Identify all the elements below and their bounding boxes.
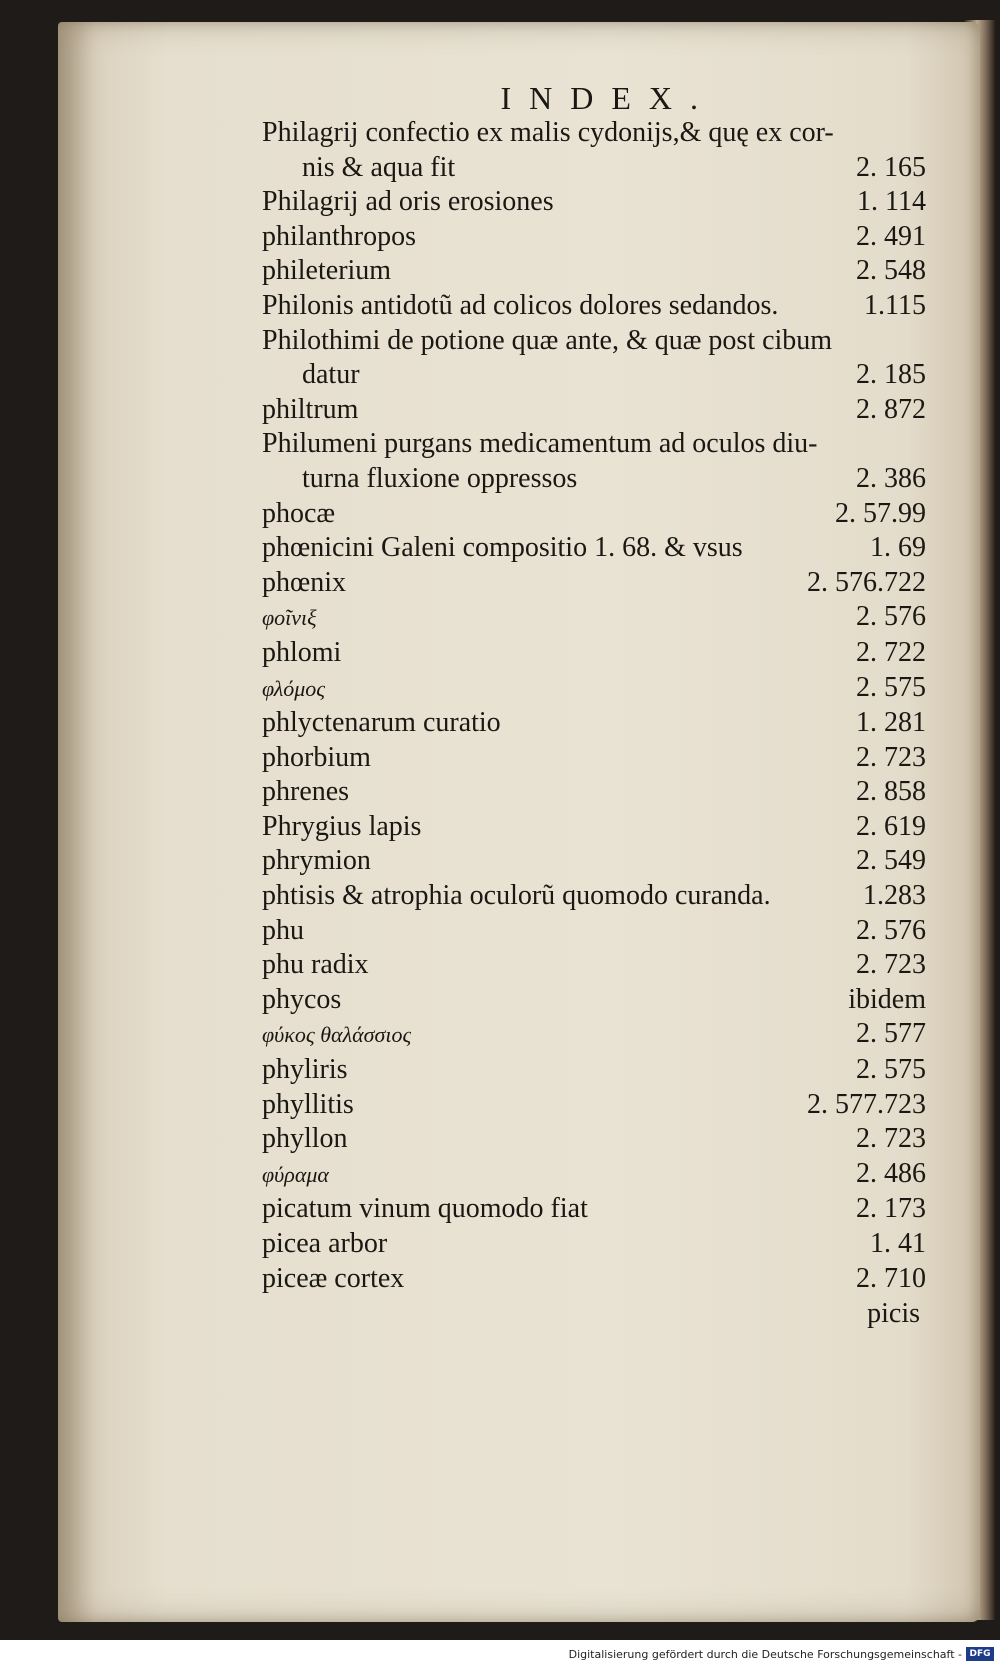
index-entry xyxy=(262,1053,926,1088)
entry-label: phyliris xyxy=(262,1054,348,1086)
index-entry xyxy=(262,566,926,601)
entry-label: phrenes xyxy=(262,776,350,808)
entry-reference: 2. 548 xyxy=(856,255,926,287)
entry-label: phlyctenarum curatio xyxy=(262,707,501,739)
entry-label: nis & aqua fit xyxy=(302,151,456,183)
entry-reference: 2. 576 xyxy=(856,914,926,946)
index-entry xyxy=(262,1088,926,1123)
entry-label: phileterium xyxy=(262,255,392,287)
index-entry xyxy=(262,983,926,1018)
entry-label: phycos xyxy=(262,983,342,1015)
entry-label: phtisis & atrophia oculorũ quomodo curanda. xyxy=(262,880,771,912)
entry-label: turna fluxione oppressos xyxy=(302,462,578,494)
index-entry xyxy=(262,289,926,324)
index-entry xyxy=(262,1227,926,1262)
entry-label: φύκος θαλάσσιος xyxy=(262,1022,412,1048)
entry-reference: 2. 858 xyxy=(856,776,926,808)
entry-label: phyllitis xyxy=(262,1088,354,1120)
dfg-logo: DFG xyxy=(966,1647,994,1661)
index-entry xyxy=(262,462,926,497)
index-entry xyxy=(262,879,926,914)
entry-reference: 1. 114 xyxy=(857,186,926,218)
entry-reference: 2. 723 xyxy=(856,1123,926,1155)
entry-label: phorbium xyxy=(262,741,371,773)
index-entry xyxy=(262,324,926,359)
entry-reference: 2. 549 xyxy=(856,845,926,877)
entry-reference: 1. 69 xyxy=(870,532,926,564)
entry-reference: 2. 575 xyxy=(856,1054,926,1086)
entry-label: piceæ cortex xyxy=(262,1262,405,1294)
index-entry xyxy=(262,1192,926,1227)
index-entry xyxy=(262,844,926,879)
entry-label: phocæ xyxy=(262,497,336,529)
index-entry xyxy=(262,1122,926,1157)
entry-label: Phrygius lapis xyxy=(262,810,422,842)
footer-credit: Digitalisierung gefördert durch die Deutsche Forschungsgemeinschaft - xyxy=(568,1648,962,1661)
index-entry xyxy=(262,116,926,151)
index-entry xyxy=(262,1017,926,1053)
entry-reference: 2. 386 xyxy=(856,462,926,494)
entry-reference: 2. 576.722 xyxy=(807,566,926,598)
index-entry xyxy=(262,775,926,810)
index-entry xyxy=(262,185,926,220)
entry-reference: 2. 57.99 xyxy=(835,497,926,529)
entry-label: Philonis antidotũ ad colicos dolores sedandos. xyxy=(262,289,779,321)
index-entry xyxy=(262,151,926,186)
entry-label: φύραμα xyxy=(262,1161,329,1187)
index-entry xyxy=(262,427,926,462)
index-entry xyxy=(262,254,926,289)
entry-reference: 2. 722 xyxy=(856,636,926,668)
entry-reference: 2. 872 xyxy=(856,393,926,425)
index-entry xyxy=(262,810,926,845)
entry-label: phu xyxy=(262,914,304,946)
entry-label: Philumeni purgans medicamentum ad oculos diu- xyxy=(262,428,818,460)
entry-reference: 2. 576 xyxy=(856,601,926,633)
entry-reference: ibidem xyxy=(848,983,926,1015)
index-entry xyxy=(262,358,926,393)
index-entry xyxy=(262,600,926,636)
entry-label: datur xyxy=(302,359,360,391)
entry-label: phrymion xyxy=(262,845,371,877)
entry-reference: 2. 491 xyxy=(856,220,926,252)
index-entry xyxy=(262,741,926,776)
index-entry xyxy=(262,1262,926,1297)
entry-reference: 1.115 xyxy=(864,289,926,321)
entry-reference: 2. 723 xyxy=(856,741,926,773)
entry-reference: 2. 619 xyxy=(856,810,926,842)
entry-label: phœnix xyxy=(262,566,346,598)
entry-reference: 2. 577 xyxy=(856,1018,926,1050)
index-entry xyxy=(262,220,926,255)
entry-reference: 1.283 xyxy=(863,880,926,912)
entry-label: picea arbor xyxy=(262,1228,388,1259)
entry-reference: 2. 575 xyxy=(856,671,926,703)
index-entry xyxy=(262,671,926,707)
index-entry xyxy=(262,706,926,741)
entry-reference: 2. 710 xyxy=(856,1262,926,1294)
entry-reference: 2. 486 xyxy=(856,1157,926,1189)
entry-label: phœnicini Galeni compositio 1. 68. & vsus xyxy=(262,532,743,564)
index-entry xyxy=(262,948,926,983)
entry-label: Philagrij confectio ex malis cydonijs,& quę ex cor- xyxy=(262,117,834,148)
catchword: picis xyxy=(867,1298,920,1330)
entry-reference: 1. 41 xyxy=(870,1228,926,1259)
page-header: INDEX. xyxy=(500,80,716,116)
index-entry xyxy=(262,497,926,532)
entry-label: philanthropos xyxy=(262,220,416,252)
index-entry xyxy=(262,1157,926,1193)
entry-reference: 2. 577.723 xyxy=(807,1088,926,1120)
entry-reference: 2. 173 xyxy=(856,1193,926,1225)
entry-label: Philothimi de potione quæ ante, & quæ post cibum xyxy=(262,324,833,356)
entry-label: picatum vinum quomodo fiat xyxy=(262,1193,588,1225)
entry-reference: 2. 165 xyxy=(856,151,926,183)
entry-label: φλόμος xyxy=(262,675,326,701)
index-entry xyxy=(262,393,926,428)
entry-reference: 2. 723 xyxy=(856,949,926,981)
entry-label: phlomi xyxy=(262,636,342,668)
footer-bar xyxy=(0,1642,1000,1670)
entry-label: φοῖνιξ xyxy=(262,605,317,631)
index-entry xyxy=(262,914,926,949)
entry-reference: 1. 281 xyxy=(856,707,926,739)
entry-label: phu radix xyxy=(262,949,369,981)
entry-label: phyllon xyxy=(262,1123,348,1155)
entry-reference: 2. 185 xyxy=(856,359,926,391)
index-entry xyxy=(262,531,926,566)
entry-label: Philagrij ad oris erosiones xyxy=(262,186,554,218)
index-entries xyxy=(262,116,926,1296)
entry-label: philtrum xyxy=(262,393,359,425)
index-text xyxy=(262,78,926,1332)
index-entry xyxy=(262,636,926,671)
